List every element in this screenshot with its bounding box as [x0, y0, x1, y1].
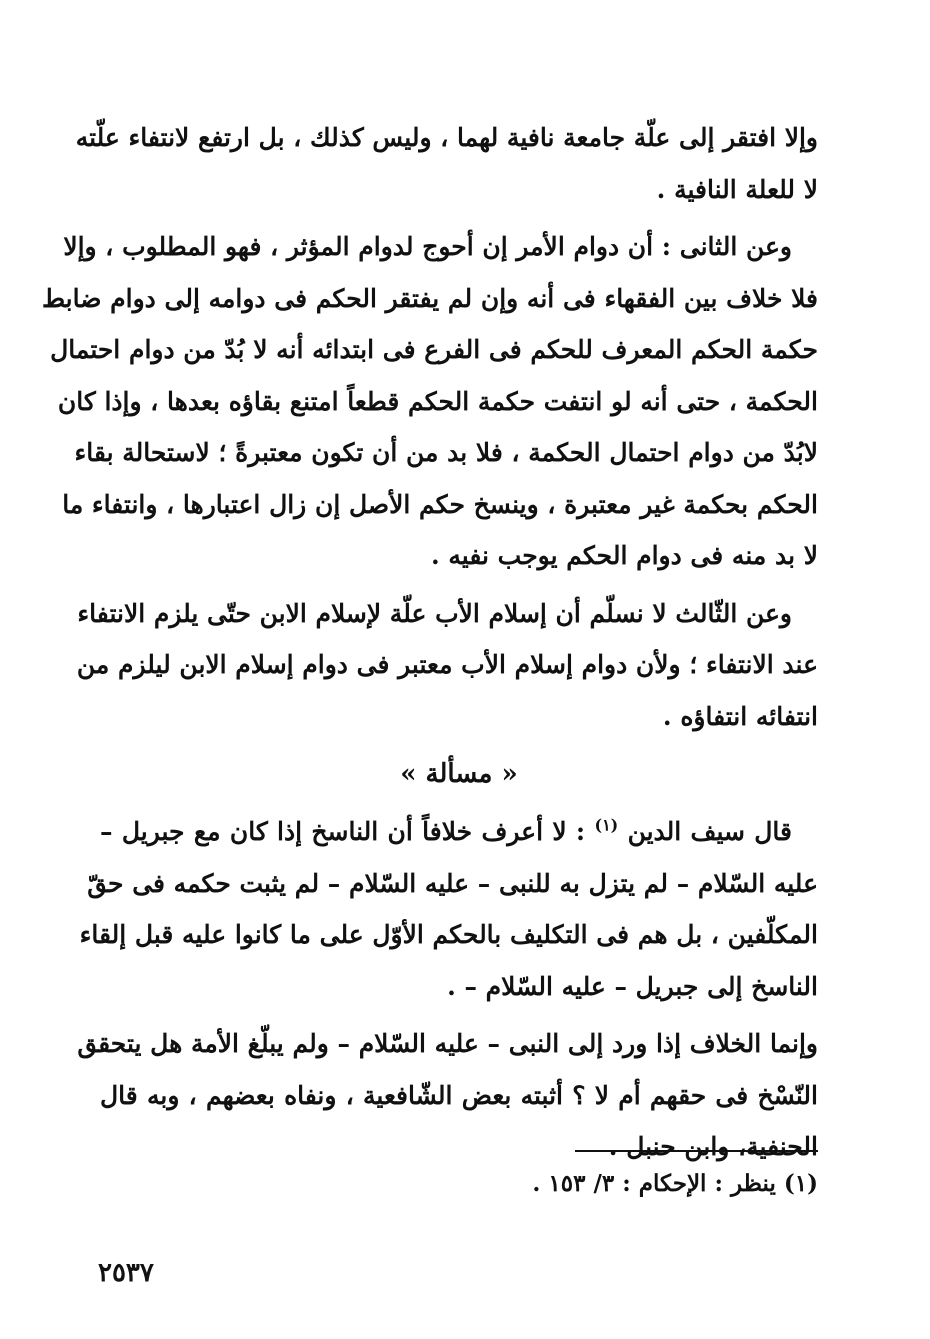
footnote: (١) ينظر : الإحكام : ٣/ ١٥٣ . [532, 1170, 818, 1197]
paragraph-2 [41, 221, 818, 582]
text-line: لابُدّ من دوام احتمال الحكمة ، فلا بد من أن تكون معتبرةً ؛ لاستحالة بقاء [74, 438, 818, 467]
text-line: وإنما الخلاف إذا ورد إلى النبى – عليه السّلام – ولم يبلّغ الأمة هل يتحقق [77, 1029, 818, 1058]
footnote-separator [575, 1150, 818, 1152]
text-line: المكلّفين ، بل هم فى التكليف بالحكم الأوّل على ما كانوا عليه قبل إلقاء [79, 920, 818, 949]
text-line: الناسخ إلى جبريل – عليه السّلام – . [447, 971, 818, 1001]
text-line: الحنفية، وابن حنبل . [608, 1132, 818, 1161]
text-line: الحكم بحكمة غير معتبرة ، وينسخ حكم الأصل إن زال اعتبارها ، وانتفاء ما [62, 489, 818, 519]
text-line: وعن الثّالث لا نسلّم أن إسلام الأب علّة لإسلام الابن حتّى يلزم الانتفاء [77, 598, 792, 628]
footnote-marker: (١) [594, 815, 619, 835]
page-body [41, 112, 818, 1179]
text-line: لا للعلة النافية . [656, 174, 818, 204]
text-line: لا بد منه فى دوام الحكم يوجب نفيه . [431, 541, 818, 570]
text-line: حكمة الحكم المعرف للحكم فى الفرع فى ابتدائه أنه لا بُدّ من دوام احتمال [50, 335, 818, 364]
text-fragment: قال سيف الدين [627, 817, 792, 846]
section-heading: « مسألة » [400, 759, 518, 789]
page-number: ٢٥٣٧ [98, 1258, 154, 1288]
text-line: النّسْخ فى حقهم أم لا ؟ أثبته بعض الشّافعية ، ونفاه بعضهم ، وبه قال [100, 1080, 818, 1110]
text-line: عند الانتفاء ؛ ولأن دوام إسلام الأب معتبر فى دوام إسلام الابن ليلزم من [76, 650, 818, 679]
text-line: فلا خلاف بين الفقهاء فى أنه وإن لم يفتقر الحكم فى دوامه إلى دوام ضابط [41, 283, 818, 313]
text-line: وإلا افتقر إلى علّة جامعة نافية لهما ، وليس كذلك ، بل ارتفع لانتفاء علّته [75, 123, 818, 152]
text-fragment: : لا أعرف خلافاً أن الناسخ إذا كان مع جبريل – [100, 817, 595, 846]
paragraph-3 [76, 588, 818, 743]
text-line [100, 806, 818, 858]
paragraph-4 [79, 806, 818, 1012]
text-line: وعن الثانى : أن دوام الأمر إن أحوج لدوام المؤثر ، فهو المطلوب ، وإلا [63, 232, 792, 261]
text-line: الحكمة ، حتى أنه لو انتفت حكمة الحكم قطعاً امتنع بقاؤه بعدها ، وإذا كان [57, 386, 818, 416]
text-line: انتفائه انتفاؤه . [662, 701, 818, 731]
paragraph-1 [75, 112, 818, 215]
text-line: عليه السّلام – لم يتزل به للنبى – عليه السّلام – لم يثبت حكمه فى حقّ [87, 868, 818, 898]
